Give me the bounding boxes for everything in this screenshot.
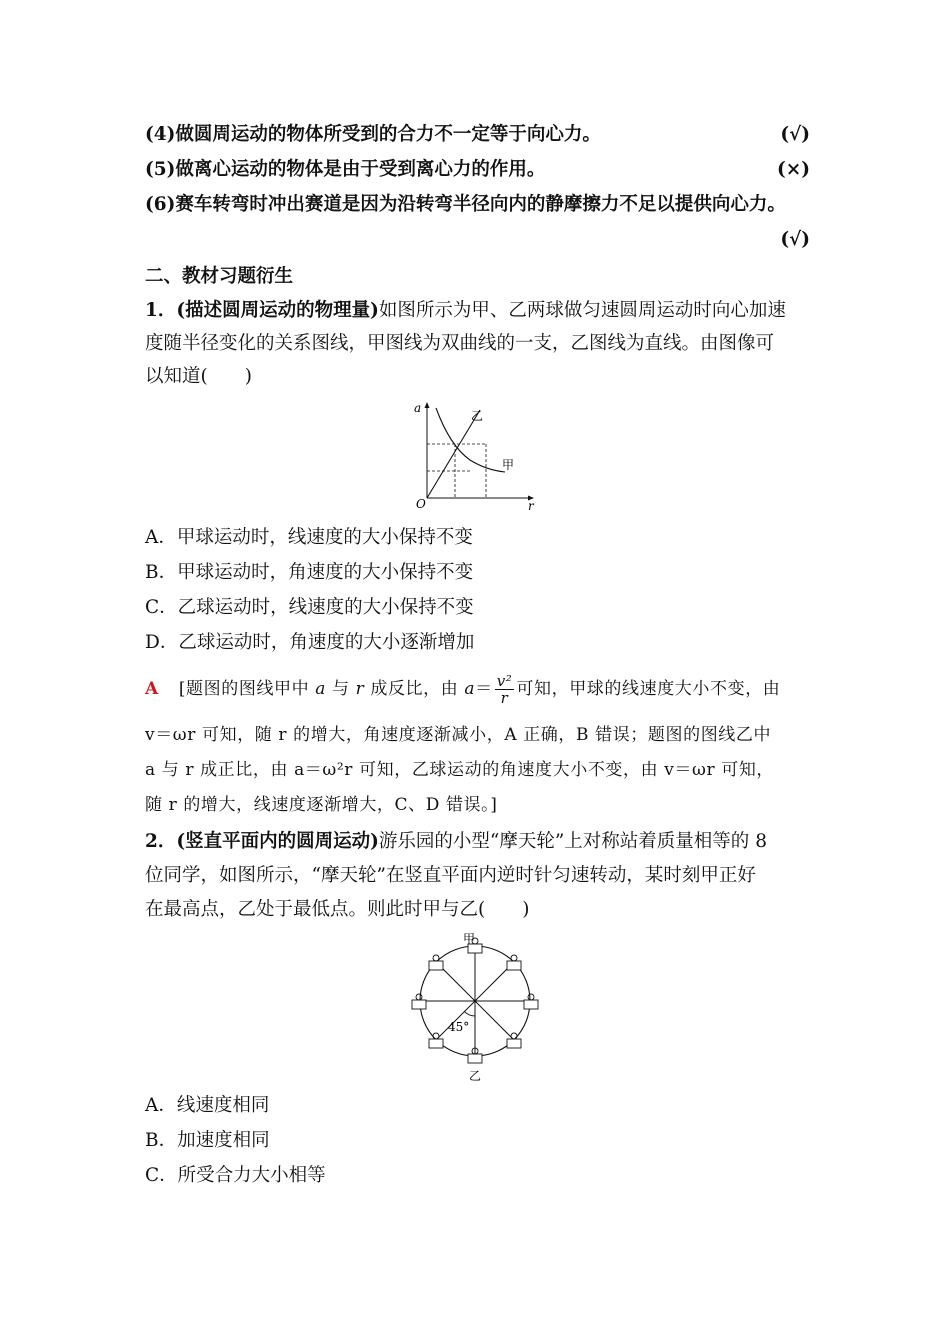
sol-text: [题图的图线甲中 (178, 679, 316, 699)
q2-option-b: B．加速度相同 (145, 1130, 270, 1151)
judgment-6-mark: (√) (780, 229, 810, 250)
q1-number: 1． (145, 300, 177, 321)
q2-number: 2． (145, 831, 177, 852)
section-title: 二、教材习题衍生 (145, 266, 294, 287)
q1-tag: (描述圆周运动的物理量) (176, 300, 379, 321)
line-yi-label: 乙 (471, 409, 484, 423)
q1-graph (410, 398, 540, 513)
q1-answer-letter: A (145, 679, 159, 699)
q1-option-b: B．甲球运动时，角速度的大小保持不变 (145, 562, 474, 583)
bottom-person-label: 乙 (469, 1069, 482, 1083)
judgment-4-mark: (√) (780, 124, 810, 145)
q1-solution-line-2: v＝ωr 可知，随 r 的增大，角速度逐渐减小，A 正确，B 错误；题图的图线乙中 (145, 725, 772, 745)
q1-option-a: A．甲球运动时，线速度的大小保持不变 (145, 527, 473, 548)
x-axis-label: r (528, 499, 534, 513)
line-yi (427, 410, 480, 498)
q2-option-a: A．线速度相同 (145, 1095, 270, 1116)
sol-equals: ＝ (475, 679, 493, 699)
q1-solution-line-4: 随 r 的增大，线速度逐渐增大，C、D 错误。] (145, 795, 498, 815)
judgment-5-mark: (×) (776, 159, 810, 180)
q1-line-2: 度随半径变化的关系图线，甲图线为双曲线的一支，乙图线为直线。由图像可 (145, 333, 775, 354)
angle-label: 45° (448, 1020, 470, 1034)
top-person-label: 甲 (463, 932, 476, 946)
q1-stem-1: 如图所示为甲、乙两球做匀速圆周运动时向心加速 (378, 300, 786, 321)
y-axis-label: a (414, 401, 422, 415)
q1-solution-line-3: a 与 r 成正比，由 a＝ω²r 可知，乙球运动的角速度大小不变，由 v＝ωr 可知， (145, 760, 775, 780)
judgment-4: (4)做圆周运动的物体所受到的合力不一定等于向心力。 (145, 124, 601, 145)
q2-line-2: 位同学，如图所示，“摩天轮”在竖直平面内逆时针匀速转动，某时刻甲正好 (145, 865, 756, 886)
curve-jia-label: 甲 (502, 458, 515, 472)
q1-option-d: D．乙球运动时，角速度的大小逐渐增加 (145, 632, 475, 653)
judgment-6: (6)赛车转弯时冲出赛道是因为沿转弯半径向内的静摩擦力不足以提供向心力。 (145, 194, 786, 215)
q2-line-1 (145, 829, 767, 855)
judgment-5: (5)做离心运动的物体是由于受到离心力的作用。 (145, 159, 546, 180)
sol-var-a: a (464, 679, 476, 699)
q2-stem-1: 游乐园的小型“摩天轮”上对称站着质量相等的 8 (378, 831, 767, 852)
q1-option-c: C．乙球运动时，线速度的大小保持不变 (145, 597, 474, 618)
fraction-numerator: v² (496, 672, 513, 690)
fraction-v2-over-r (495, 673, 515, 706)
seat-right (524, 994, 538, 1009)
q1-solution-line-1 (145, 672, 780, 706)
y-axis-arrow (425, 402, 430, 408)
sol-text: 成反比，由 (364, 679, 465, 699)
q2-tag: (竖直平面内的圆周运动) (176, 831, 379, 852)
fraction-denominator: r (500, 689, 509, 707)
sol-text: 与 (326, 679, 356, 699)
q1-line-1 (145, 298, 786, 324)
sol-var-a: a (315, 679, 326, 699)
q2-line-3: 在最高点，乙处于最低点。则此时甲与乙( ) (145, 899, 530, 920)
ferris-wheel-figure (408, 930, 543, 1085)
origin-label: O (416, 497, 426, 511)
angle-arc (464, 1012, 475, 1016)
sol-text: 可知，甲球的线速度大小不变，由 (516, 679, 781, 699)
sol-var-r: r (355, 679, 365, 699)
q2-option-c: C．所受合力大小相等 (145, 1165, 326, 1186)
q1-line-3: 以知道( ) (145, 366, 252, 387)
seat-left (412, 994, 426, 1009)
